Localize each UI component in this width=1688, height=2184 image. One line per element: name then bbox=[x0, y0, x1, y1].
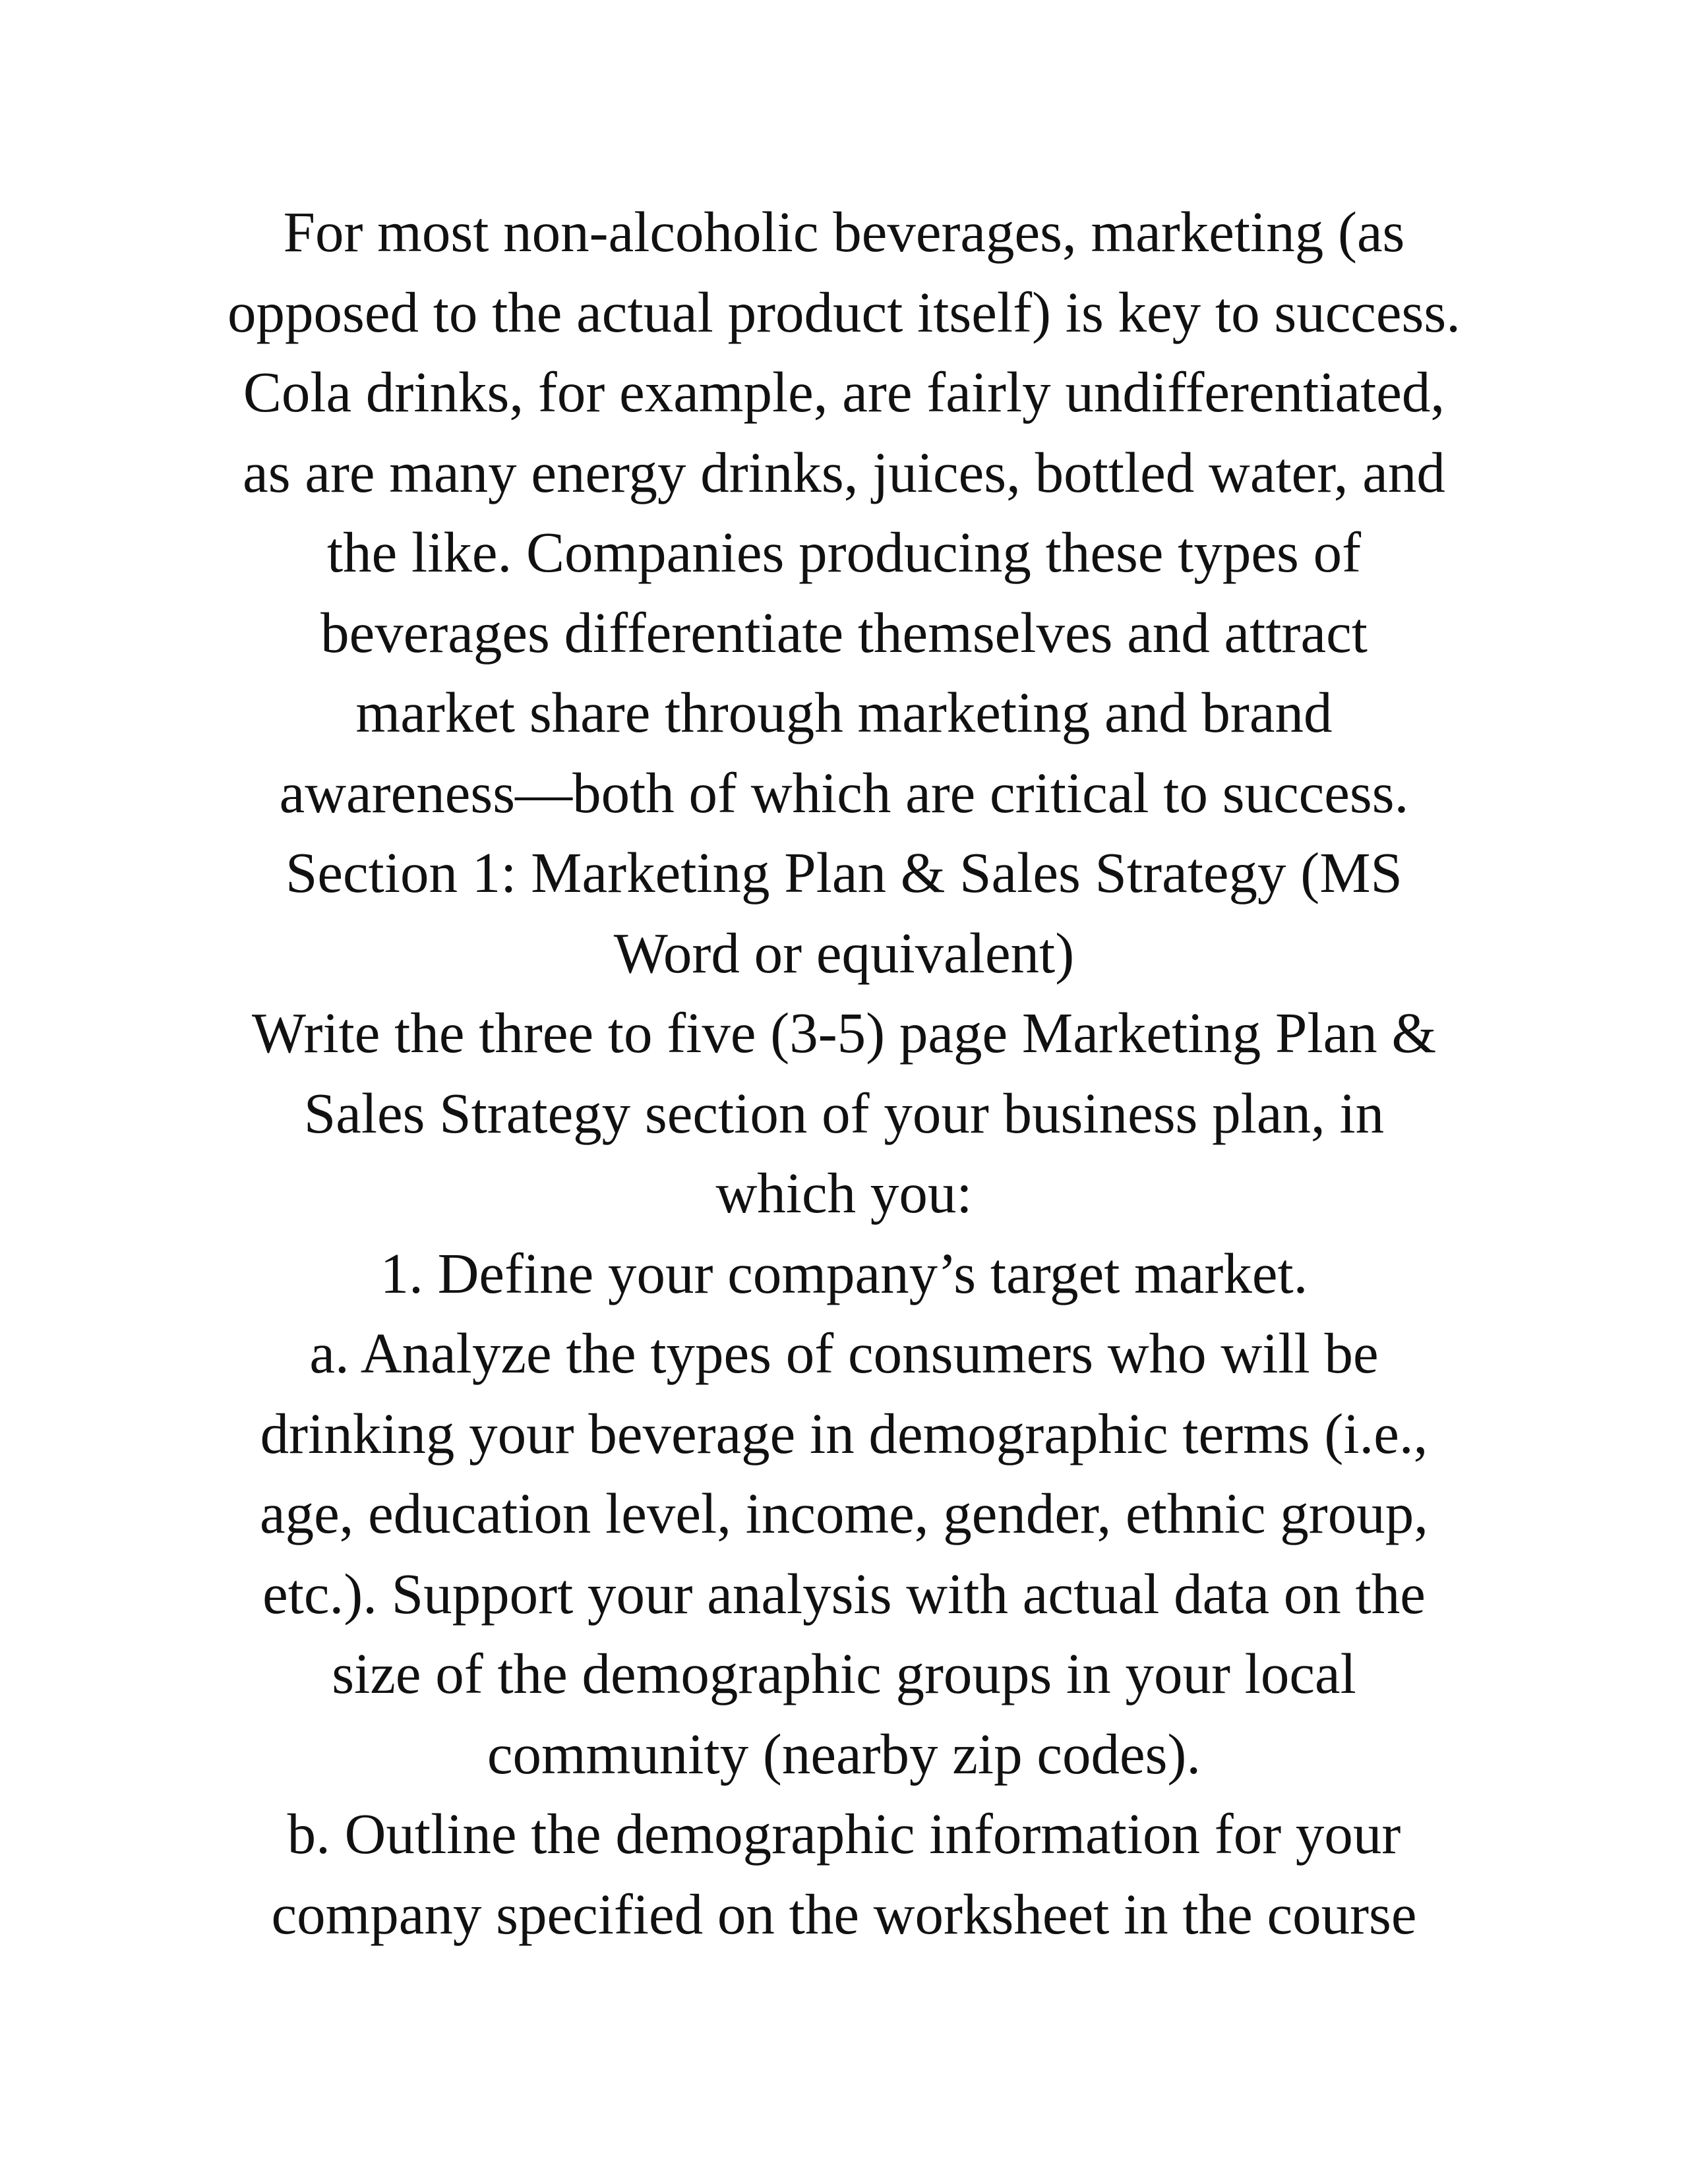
section-heading-line-2: Word or equivalent) bbox=[613, 920, 1075, 985]
section-heading-line-1: Section 1: Marketing Plan & Sales Strategy (MS bbox=[286, 841, 1402, 904]
intro-line-7: market share through marketing and brand bbox=[355, 680, 1333, 744]
intro-line-6: beverages differentiate themselves and attract bbox=[320, 600, 1368, 664]
sub-item-b-line-2: company specified on the worksheet in the course bbox=[271, 1881, 1417, 1946]
document-text bbox=[0, 192, 1688, 1954]
intro-line-3: Cola drinks, for example, are fairly undifferentiated, bbox=[243, 360, 1445, 424]
sub-item-a-line-5: size of the demographic groups in your local bbox=[332, 1641, 1356, 1705]
instruction-line-3: which you: bbox=[715, 1161, 973, 1225]
sub-item-b-line-1: b. Outline the demographic information for your bbox=[287, 1802, 1401, 1866]
intro-line-2: opposed to the actual product itself) is key to success. bbox=[227, 280, 1461, 344]
intro-line-1: For most non-alcoholic beverages, marketing (as bbox=[283, 200, 1405, 264]
intro-line-4: as are many energy drinks, juices, bottled water, and bbox=[243, 440, 1445, 504]
intro-line-5: the like. Companies producing these types of bbox=[326, 520, 1362, 584]
sub-item-a-line-1: a. Analyze the types of consumers who will be bbox=[309, 1321, 1379, 1385]
instruction-line-1: Write the three to five (3-5) page Marketing Plan & bbox=[251, 1001, 1437, 1065]
sub-item-a-line-4: etc.). Support your analysis with actual data on the bbox=[262, 1561, 1426, 1626]
sub-item-a-line-3: age, education level, income, gender, ethnic group, bbox=[259, 1481, 1429, 1545]
list-item-1: 1. Define your company’s target market. bbox=[380, 1241, 1308, 1305]
sub-item-a-line-2: drinking your beverage in demographic terms (i.e., bbox=[260, 1401, 1428, 1465]
sub-item-a-line-6: community (nearby zip codes). bbox=[487, 1721, 1201, 1786]
intro-line-8: awareness—both of which are critical to success. bbox=[279, 760, 1409, 825]
instruction-line-2: Sales Strategy section of your business plan, in bbox=[303, 1080, 1385, 1145]
